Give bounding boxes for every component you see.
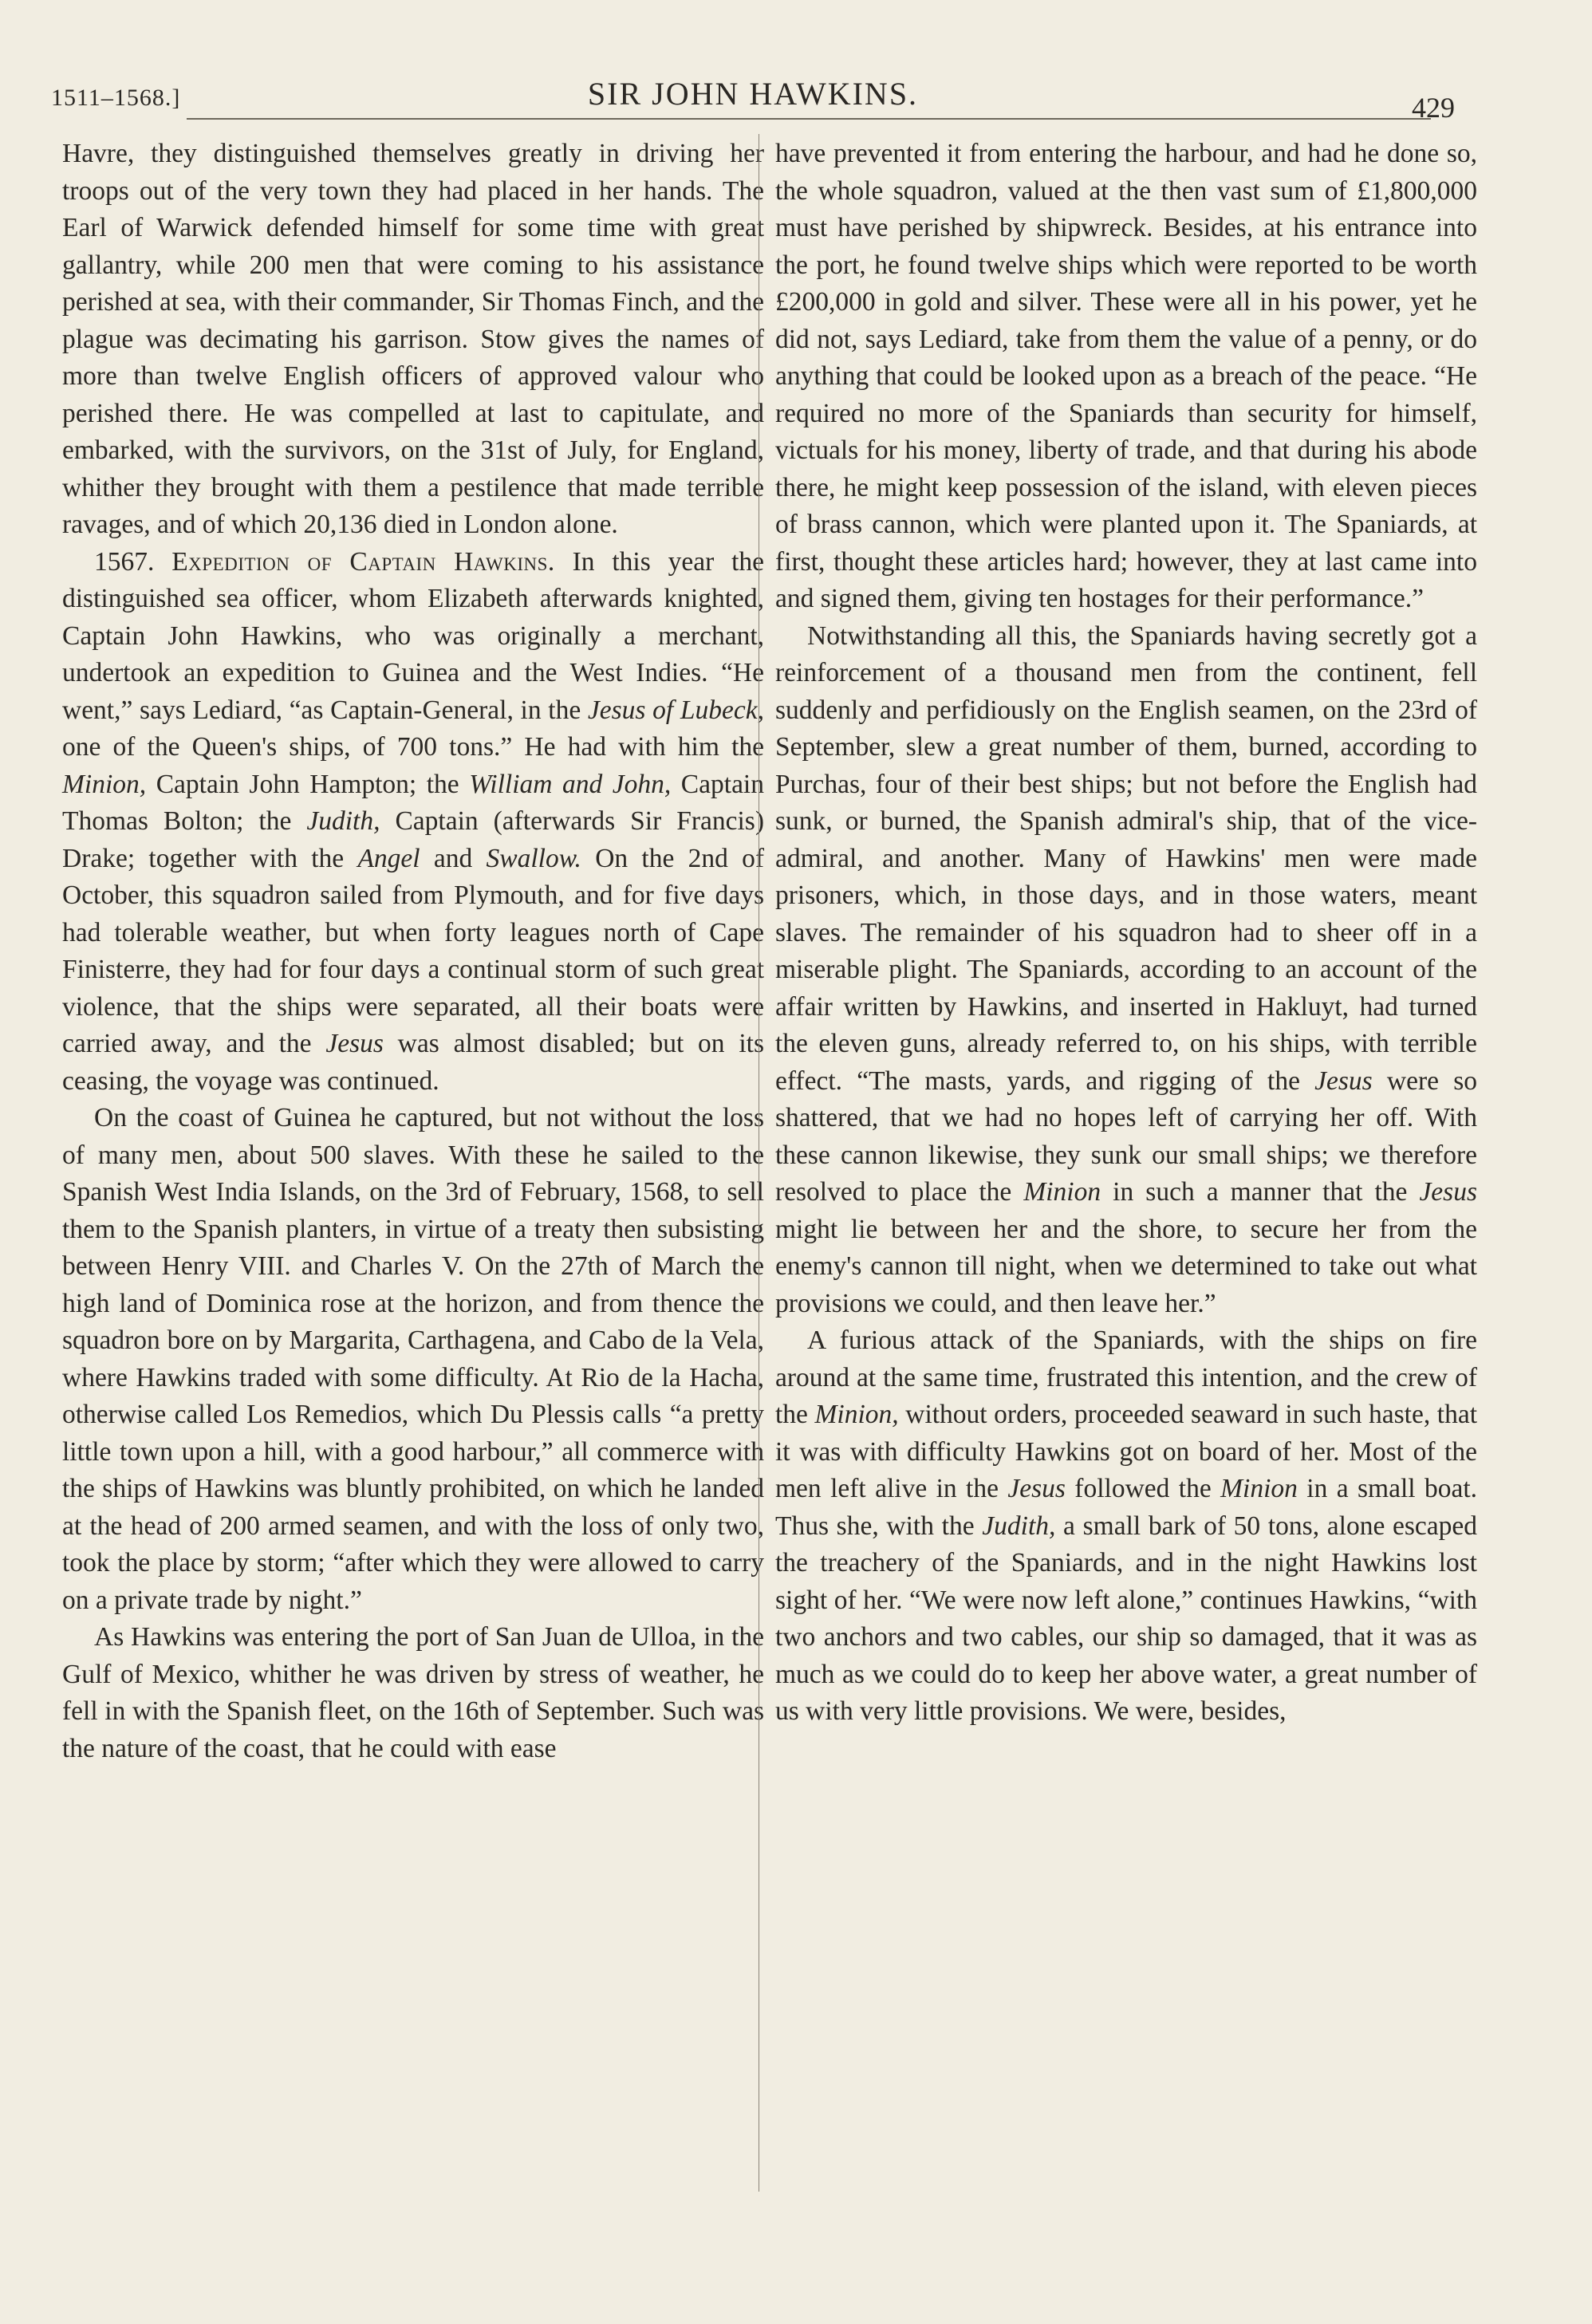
ship-name: Judith, [982,1511,1056,1541]
header-date-range: 1511–1568.] [51,85,181,111]
text-run: Notwithstanding all this, the Spaniards having secretly got a reinforcement of a thousand men from the continent, fell suddenly and perfidiously on the English seamen, on the 23rd of September, slew a great number of them, burned, according to Purchas, four of their best ships; but not before the English had sunk, or burned, the Spanish admiral's ship, that of the vice-admiral, and another. Many of Hawkins' men were made prisoners, which, in those days, and in those waters, meant slaves. The remainder of his squadron had to sheer off in a miserable plight. The Spaniards, according to an account of the affair written by Hawkins, and inserted in Hakluyt, had turned the eleven guns, already referred to, on his ships, with terrible effect. “The masts, yards, and rigging of the [775,620,1477,1096]
text-run: followed the [1065,1474,1221,1503]
ship-name: Swallow. [486,843,581,873]
text-run: Captain Thomas Bolton; the [62,769,764,836]
section-heading: Expedition of Captain Hawkins. [171,546,555,577]
ship-name: Jesus [1007,1474,1066,1503]
text-run: in a small boat. Thus she, with the [775,1474,1478,1541]
text-run: in such a manner that the [1101,1177,1420,1207]
text-run: a small bark of 50 tons, alone escaped the treachery of the Spaniards, and in the night Hawkins lost sight of her. “We were now left alone,” continues Hawkins, “with two anchors and two cables, our ship so damaged, that it was as much as we could do to keep her above water, a great number of us with very little provisions. We were, besides, [775,1511,1478,1726]
ship-name: William and John, [469,769,672,799]
text-run: without orders, proceeded seaward in such haste, that it was with difficulty Hawkins got on board of her. Most of the men left alive in the [775,1400,1478,1503]
paragraph-guinea: On the coast of Guinea he captured, but not without the loss of many men, about 500 slaves. With these he sailed to the Spanish West India Islands, on the 3rd of February, 1568, to sell them to the Spanish planters, in virtue of a treaty then subsisting between Henry VIII. and Charles V. On the 27th of March the high land of Dominica rose at the horizon, and from thence the squadron bore on by Margarita, Carthagena, and Cabo de la Vela, where Hawkins traded with some difficulty. At Rio de la Hacha, otherwise called Los Remedios, which Du Plessis calls “a pretty little town upon a hill, with a good harbour,” all commerce with the ships of Hawkins was bluntly prohibited, on which he landed at the head of 200 armed seamen, and with the loss of only two, took the place by storm; “after which they were allowed to carry on a private trade by night.” [62,1103,764,1615]
ship-name: Minion [1023,1177,1101,1207]
text-run: were so shattered, that we had no hopes left of carrying her off. With these cannon likewise, they sunk our small ships; we therefore resolved to place the [775,1065,1477,1207]
ship-name: Angel [357,843,420,873]
paragraph-notwithstanding [775,618,1477,1323]
ship-name: Jesus [325,1029,384,1058]
text-run: and [420,843,487,873]
ship-name: Minion [1220,1474,1298,1503]
text-run: one of the Queen's ships, of 700 tons.” He had with him the [62,732,764,762]
running-title: SIR JOHN HAWKINS. [587,76,919,112]
text-run: On the 2nd of October, this squadron sailed from Plymouth, and for five days had tolerable weather, but when forty leagues north of Cape Finisterre, they had for four days a continual storm of such great violence, that the ships were separated, all their boats were carried away, and the [62,843,765,1058]
paragraph-san-juan: As Hawkins was entering the port of San Juan de Ulloa, in the Gulf of Mexico, whither he was driven by stress of weather, he fell in with the Spanish fleet, on the 16th of September. Such was the nature of the coast, that he could with ease [62,1622,764,1763]
page-number: 429 [1412,92,1455,124]
header-rule [187,118,1431,120]
section-year: 1567. [94,546,155,577]
text-run: In this year the distinguished sea officer, whom Elizabeth afterwards knighted, Captain John Hawkins, who was originally a merchant, undertook an expedition to Guinea and the West Indies. “He went,” says Lediard, “as Captain-General, in the [62,546,764,725]
left-column [62,136,764,1767]
ship-name: Minion, [814,1400,899,1429]
paragraph-expedition [62,544,764,1101]
ship-name: Judith, [306,806,380,836]
paragraph-harbour: have prevented it from entering the harbour, and had he done so, the whole squadron, valued at the then vast sum of £1,800,000 must have perished by shipwreck. Besides, at his entrance into the port, he found twelve ships which were reported to be worth £200,000 in gold and silver. These were all in his power, yet he did not, says Lediard, take from them the value of a penny, or do anything that could be looked upon as a breach of the peace. “He required no more of the Spaniards than security for himself, victuals for his money, liberty of trade, and that during his abode there, he might keep possession of the island, with eleven pieces of brass cannon, which were planted upon it. The Spaniards, at first, thought these articles hard; however, they at last came into and signed them, giving ten hostages for their performance.” [775,139,1477,613]
paragraph-furious-attack [775,1322,1477,1731]
paragraph-havre: Havre, they distinguished themselves greatly in driving her troops out of the very town they had placed in her hands. The Earl of Warwick defended himself for some time with great gallantry, while 200 men that were coming to his assistance perished at sea, with their commander, Sir Thomas Finch, and the plague was decimating his garrison. Stow gives the names of more than twelve English officers of approved valour who perished there. He was compelled at last to capitulate, and embarked, with the survivors, on the 31st of July, for England, whither they brought with them a pestilence that made terrible ravages, and of which 20,136 died in London alone. [62,139,764,539]
ship-name: Jesus [1419,1177,1477,1207]
ship-name: Jesus of Lubeck, [587,695,765,725]
text-run: might lie between her and the shore, to secure her from the enemy's cannon till night, when we determined to take out what provisions we could, and then leave her.” [775,1214,1477,1318]
text-run: Captain John Hampton; the [146,769,470,799]
ship-name: Minion, [62,769,147,799]
page-header [51,70,1455,124]
text-run: A furious attack of the Spaniards, with the ships on fire around at the same time, frustrated this intention, and the crew of the [775,1325,1477,1429]
text-run: was almost disabled; but on its ceasing, the voyage was continued. [62,1029,764,1096]
ship-name: Jesus [1314,1065,1373,1096]
text-run: Captain (afterwards Sir Francis) Drake; together with the [62,806,764,873]
right-column [775,136,1477,1731]
